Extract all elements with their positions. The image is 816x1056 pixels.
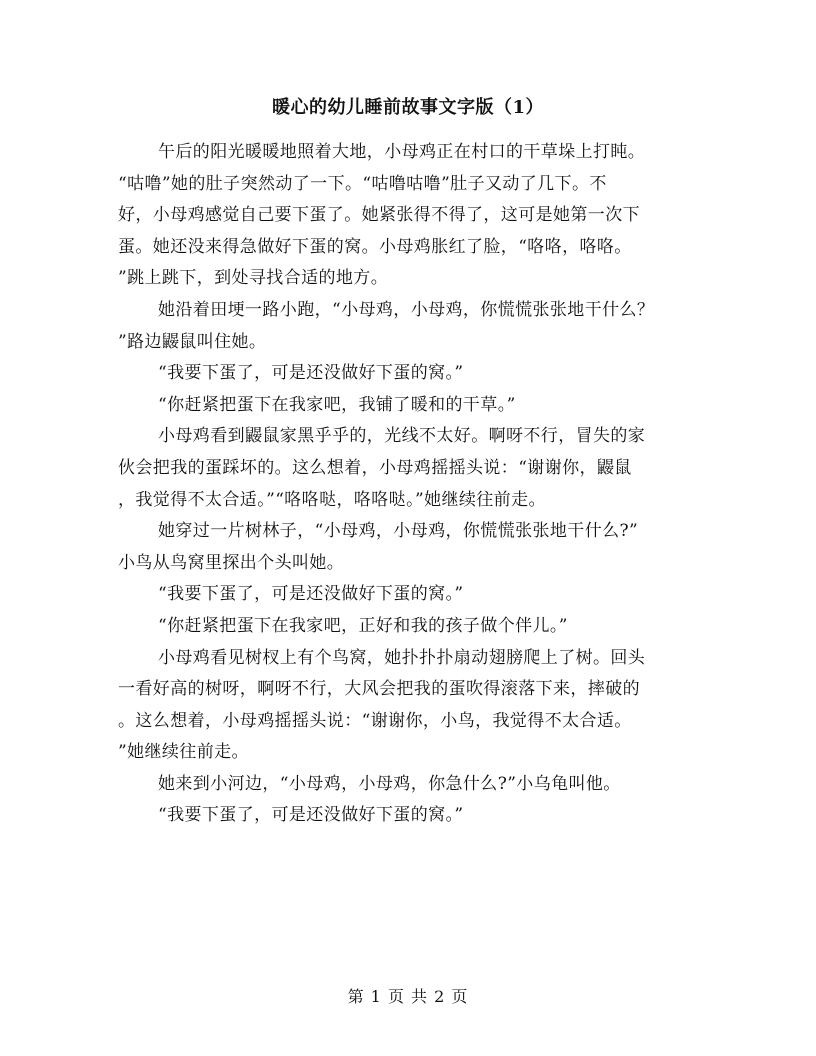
text-line: ”路边鼹鼠叫住她。: [118, 331, 267, 352]
text-line: ”她继续往前走。: [118, 742, 249, 763]
text-line: 一看好高的树呀，啊呀不行，大风会把我的蛋吹得滚落下来，摔破的: [118, 679, 640, 700]
text-line: “咕噜”她的肚子突然动了一下。“咕噜咕噜”肚子又动了几下。不: [118, 173, 607, 194]
story-text: [118, 137, 696, 832]
text-line: 小母鸡看到鼹鼠家黑乎乎的，光线不太好。啊呀不行，冒失的家: [158, 426, 646, 447]
text-line: 小母鸡看见树杈上有个鸟窝，她扑扑扑扇动翅膀爬上了树。回头: [158, 647, 646, 668]
text-line: “我要下蛋了，可是还没做好下蛋的窝。”: [158, 363, 464, 384]
text-line: “我要下蛋了，可是还没做好下蛋的窝。”: [158, 805, 464, 826]
text-line: “你赶紧把蛋下在我家吧，正好和我的孩子做个伴儿。”: [158, 615, 568, 636]
text-line: 小鸟从鸟窝里探出个头叫她。: [118, 552, 345, 573]
text-line: ”跳上跳下，到处寻找合适的地方。: [118, 268, 389, 289]
text-line: 午后的阳光暖暖地照着大地，小母鸡正在村口的干草垛上打盹。: [158, 142, 646, 162]
document-title: 暖心的幼儿睡前故事文字版（1）: [271, 97, 545, 118]
text-line: 她穿过一片树林子，“小母鸡，小母鸡，你慌慌张张地干什么?”: [158, 521, 639, 542]
text-line: 她来到小河边，“小母鸡，小母鸡，你急什么?”小乌龟叫他。: [158, 773, 621, 794]
text-line: 蛋。她还没来得急做好下蛋的窝。小母鸡胀红了脸，“咯咯，咯咯。: [118, 236, 632, 257]
text-line: 。这么想着，小母鸡摇摇头说：“谢谢你，小鸟，我觉得不太合适。: [118, 710, 632, 731]
text-line: ，我觉得不太合适。”“咯咯哒，咯咯哒。”她继续往前走。: [118, 489, 546, 510]
text-line: 伙会把我的蛋踩坏的。这么想着，小母鸡摇摇头说：“谢谢你，鼹鼠: [118, 457, 632, 478]
document-body: [118, 137, 696, 832]
text-line: “我要下蛋了，可是还没做好下蛋的窝。”: [158, 584, 464, 605]
text-line: 好，小母鸡感觉自己要下蛋了。她紧张得不得了，这可是她第一次下: [118, 205, 640, 226]
text-line: “你赶紧把蛋下在我家吧，我铺了暖和的干草。”: [158, 394, 516, 415]
page-footer: 第 1 页 共 2 页: [347, 987, 469, 1006]
text-line: 她沿着田埂一路小跑，“小母鸡，小母鸡，你慌慌张张地干什么？: [158, 299, 655, 320]
